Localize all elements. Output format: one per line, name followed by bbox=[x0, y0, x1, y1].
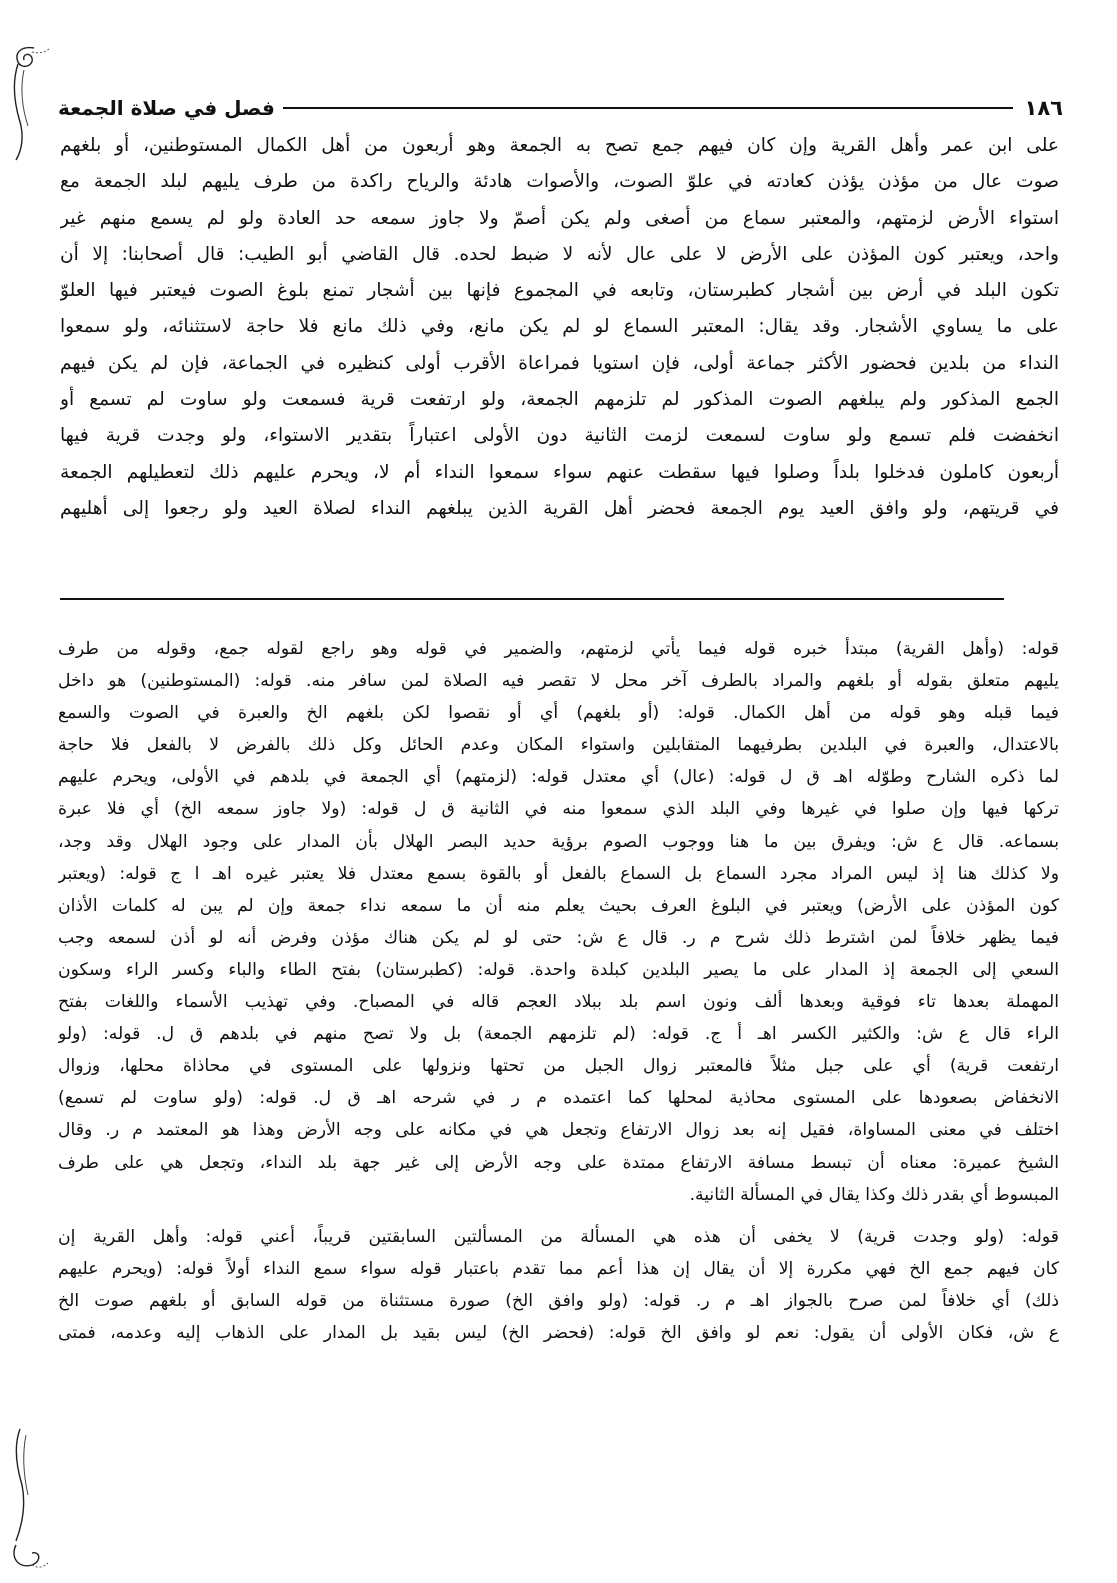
commentary-line: المهملة بعدها تاء فوقية وبعدها ألف ونون اسم بلد ببلاد العجم قاله في المصباح. وفي تهذيب الأسماء واللغات بفتح bbox=[58, 992, 1059, 1013]
main-text-line: على ما يساوي الأشجار. وقد يقال: المعتبر السماع لو لم يكن مانع، وفي ذلك مانع فلا حاجة لاستثنائه، ولو سمعوا bbox=[60, 316, 1059, 338]
main-text-line: الجمع المذكور ولم يبلغهم الصوت المذكور لم تلزمهم الجمعة، ولو ارتفعت قرية فسمعت ولو ساوت لم تسمع أو bbox=[60, 389, 1059, 411]
commentary-line: بالاعتدال، والعبرة في البلدين بطرفيهما المتقابلين واستواء المكان وعدم الحائل وكل ذلك بالفرض لا بالفعل فلا حاجة bbox=[58, 735, 1059, 756]
commentary-line: كان فيهم جمع الخ فهي مكررة إلا أن يقال إن هذا أعم مما تقدم باعتبار قوله سواء سمع النداء أولاً قوله: (ويحرم عليهم bbox=[58, 1258, 1059, 1279]
commentary-line: فيما قبله وهو قوله من أهل الكمال. قوله: (أو بلغهم) أي أو نقصوا لكن بلغهم الخ والعبرة في الصوت والسمع bbox=[58, 703, 1059, 724]
main-text-line: في قريتهم، ولو وافق العيد يوم الجمعة فحضر أهل القرية الذين يبلغهم النداء لصلاة العيد ولو رجعوا إلى أهليهم bbox=[60, 497, 1059, 519]
main-text-line: انخفضت فلم تسمع ولو ساوت لسمعت لزمت الثانية دون الأولى اعتباراً بتقدير الاستواء، ولو وجدت قرية فيها bbox=[60, 425, 1059, 447]
commentary-line: قوله: (وأهل القرية) مبتدأ خبره قوله فيما يأتي لزمتهم، والضمير في قوله وهو راجع لقوله جمع، وقوله من طرف bbox=[58, 639, 1059, 659]
commentary-line: فيما يظهر خلافاً لمن اشترط ذلك شرح م ر. قال ع ش: حتى لو لم يكن هناك مؤذن وفرض أنه لو أذن لسمعه وجب bbox=[58, 927, 1059, 948]
main-text bbox=[60, 128, 1059, 527]
commentary-line: بسماعه. قال ع ش: ويفرق بين ما هنا ووجوب الصوم برؤية حديد البصر الهلال بأن المدار على وجود الهلال وقد وجد، bbox=[58, 831, 1059, 852]
commentary-line: ذلك) أي خلافاً لمن صرح بالجواز اهـ م ر. قوله: (ولو وافق الخ) صورة مستثناة من قوله السابق أو بلغهم صوت الخ bbox=[58, 1290, 1059, 1311]
torn-edge-ornament-bottom-icon bbox=[6, 1425, 50, 1575]
commentary-line: المبسوط أي بقدر ذلك وكذا يقال في المسألة الثانية. bbox=[689, 1184, 1059, 1205]
commentary-line: تركها فيها وإن صلوا في غيرها وفي البلد الذي سمعوا منه في الثانية ق ل قوله: (ولا جاوز سمعه الخ) أي فلا عبرة bbox=[58, 799, 1059, 820]
commentary-line: يليهم متعلق بقوله أو بلغهم والمراد بالطرف آخر محل لا تقصر فيه الصلاة لمن سافر منه. قوله: (المستوطنين) هو داخل bbox=[58, 671, 1059, 692]
commentary-line: السعي إلى الجمعة إذ المدار على ما يصير البلدين كبلدة واحدة. قوله: (كطبرستان) بفتح الطاء والباء وكسر الراء وسكون bbox=[58, 959, 1059, 980]
main-text-line: أربعون كاملون فدخلوا بلداً وصلوا فيها سقطت عنهم سواء سمعوا النداء أم لا، ويحرم عليهم ذلك لتعطيلهم الجمعة bbox=[60, 461, 1059, 483]
main-text-line: استواء الأرض لزمتهم، والمعتبر سماع من أصغى ولم يكن أصمّ ولا جاوز سمعه حد العادة ولو لم يسمع منهم غير bbox=[60, 207, 1059, 229]
commentary-line: قوله: (ولو وجدت قرية) لا يخفى أن هذه هي المسألة من المسألتين السابقتين قريباً، أعني قوله: وأهل القرية إن bbox=[58, 1226, 1059, 1247]
main-text-line: واحد، ويعتبر كون المؤذن على الأرض لا على عال لأنه لا ضبط لحده. قال القاضي أبو الطيب: قال أصحابنا: إلا أن bbox=[60, 243, 1059, 265]
commentary-line: لما ذكره الشارح وطوّله اهـ ق ل قوله: (عال) أي معتدل قوله: (لزمتهم) أي الجمعة في بلدهم في الأولى، ويحرم عليهم bbox=[58, 767, 1059, 788]
header-rule bbox=[283, 107, 1013, 109]
main-text-line: تكون البلد في أرض بين أشجار كطبرستان، وتابعه في المجموع فإنها بين أشجار تمنع بلوغ الصوت فيعتبر فيها العلوّ bbox=[60, 280, 1059, 302]
commentary-line: ولا كذلك هنا إذ ليس المراد مجرد السماع بل السماع بالفعل أو بالقوة بسمع معتدل فلا يعتبر غيره اهـ ا ج قوله: (ويعتبر bbox=[58, 863, 1059, 884]
commentary-line: الانخفاض بصعودها على المستوى محاذية لمحلها كما اعتمده م ر في شرحه اهـ ق ل. قوله: (ولو ساوت لم تسمع) bbox=[58, 1088, 1059, 1109]
main-text-line: على ابن عمر وأهل القرية وإن كان فيهم جمع تصح به الجمعة وهو أربعون من أهل الكمال المستوطنين، أو بلغهم bbox=[60, 135, 1059, 156]
commentary-paragraph bbox=[58, 633, 1059, 1211]
commentary-line: اختلف في معنى المساواة، فقيل إنه بعد زوال الارتفاع وتجعل هي في مكانه على وجه الأرض وهذا هو المعتمد م ر. وقال bbox=[58, 1120, 1059, 1141]
commentary-line: كون المؤذن على الأرض) ويعتبر في البلوغ العرف بحيث يعلم منه أن ما سمعه نداء جمعة وإن لم يبن له كلمات الأذان bbox=[58, 895, 1059, 916]
running-header bbox=[58, 88, 1063, 128]
main-text-line: صوت عال من مؤذن يؤذن كعادته في علوّ الصوت، والأصوات هادئة والرياح راكدة من طرف يليهم لبلد الجمعة مع bbox=[60, 171, 1059, 193]
commentary-line: ارتفعت قرية) أي على جبل مثلاً فالمعتبر زوال الجبل من تحتها ونزولها على المستوى في محاذاة محلها، وزوال bbox=[58, 1056, 1059, 1077]
chapter-title: فصل في صلاة الجمعة bbox=[58, 96, 275, 120]
commentary-notes bbox=[58, 633, 1059, 1349]
main-text-line: النداء من بلدين فحضور الأكثر جماعة أولى، فإن استويا فمراعاة الأقرب أولى كنظيره في الجماعة، فإن لم يكن فيهم bbox=[60, 352, 1059, 374]
torn-edge-ornament-icon bbox=[4, 42, 52, 162]
commentary-line: ع ش، فكان الأولى أن يقول: نعم لو وافق الخ قوله: (فحضر الخ) ليس بقيد بل المدار على الذهاب إليه وعدمه، فمتى bbox=[58, 1322, 1059, 1343]
commentary-paragraph bbox=[58, 1221, 1059, 1349]
page-number: ١٨٦ bbox=[1024, 96, 1063, 120]
commentary-line: الشيخ عميرة: معناه أن تبسط مسافة الارتفاع ممتدة على وجه الأرض إلى غير جهة بلد النداء، وتجعل هي على طرف bbox=[58, 1152, 1059, 1173]
footnote-divider bbox=[60, 598, 1004, 600]
commentary-line: الراء قال ع ش: والكثير الكسر اهـ أ ج. قوله: (لم تلزمهم الجمعة) بل ولا تصح منهم في بلدهم ق ل. قوله: (ولو bbox=[58, 1024, 1059, 1045]
